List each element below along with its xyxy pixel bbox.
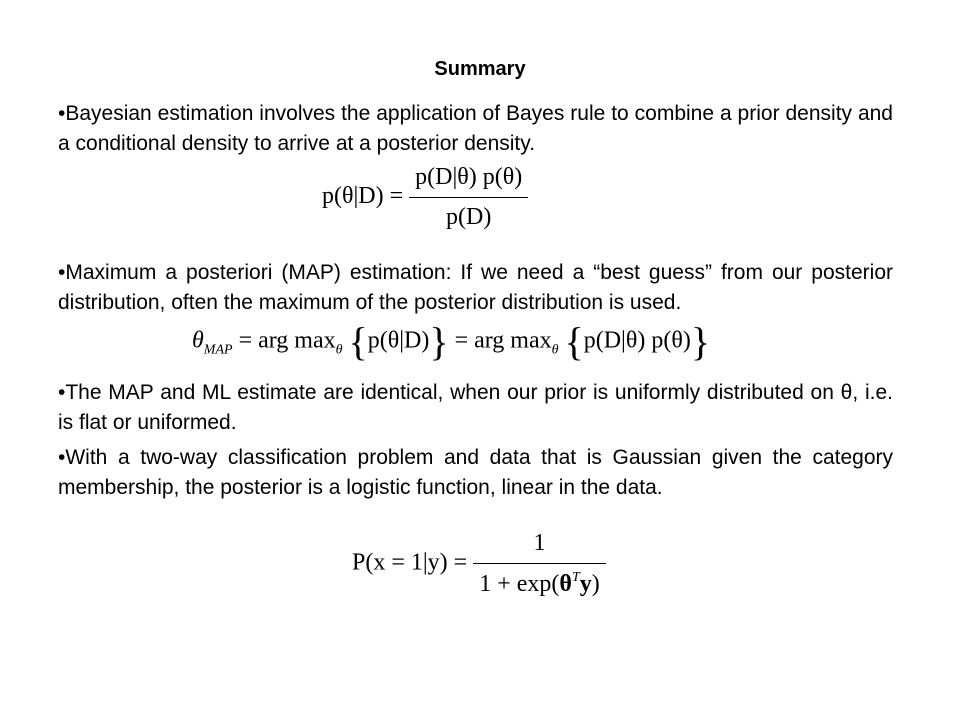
bayes-lhs: p(θ|D) = (322, 183, 404, 210)
logistic-y: y (579, 571, 592, 597)
left-brace-2: { (564, 319, 584, 364)
map-argmax-1: = arg max (238, 327, 336, 354)
bayes-rule-equation (322, 164, 528, 231)
bayes-numerator: p(D|θ) p(θ) (409, 164, 528, 198)
bayes-fraction (409, 164, 528, 231)
right-brace-1: } (429, 319, 449, 364)
logistic-equation (352, 530, 606, 598)
logistic-numerator: 1 (473, 530, 606, 564)
map-argmax-2: = arg max (454, 327, 552, 354)
bullet-bayesian-estimation: •Bayesian estimation involves the application of Bayes rule to combine a prior density and a conditional density to arrive at a posterior density. (58, 102, 893, 155)
logistic-den-post: ) (591, 571, 600, 597)
map-theta: θ (192, 327, 204, 354)
logistic-lhs: P(x = 1|y) = (352, 549, 468, 576)
map-inner-2: p(D|θ) p(θ) (583, 327, 691, 354)
map-argmax-sub-2: θ (551, 342, 559, 358)
logistic-theta: θ (559, 571, 572, 597)
map-argmax-sub-1: θ (335, 342, 343, 358)
map-equation (192, 319, 711, 364)
bayes-denominator: p(D) (446, 204, 492, 230)
map-inner-1: p(θ|D) (367, 327, 430, 354)
map-subscript: MAP (203, 342, 233, 358)
logistic-fraction (473, 530, 606, 598)
logistic-transpose: T (571, 570, 580, 585)
logistic-den-pre: 1 + exp( (479, 571, 560, 597)
bullet-map-ml-identical: •The MAP and ML estimate are identical, when our prior is uniformly distributed on θ, i.e. is flat or uniformed. (58, 381, 893, 434)
left-brace-1: { (348, 319, 368, 364)
slide-title: Summary (434, 58, 526, 80)
logistic-denominator (473, 564, 606, 598)
bullet-map-estimation: •Maximum a posteriori (MAP) estimation: If we need a “best guess” from our posterior distribution, often the maximum of the posterior distribution is used. (58, 261, 893, 314)
bullet-logistic-posterior: •With a two-way classification problem and data that is Gaussian given the category membership, the posterior is a logistic function, linear in the data. (58, 446, 893, 499)
right-brace-2: } (690, 319, 711, 364)
